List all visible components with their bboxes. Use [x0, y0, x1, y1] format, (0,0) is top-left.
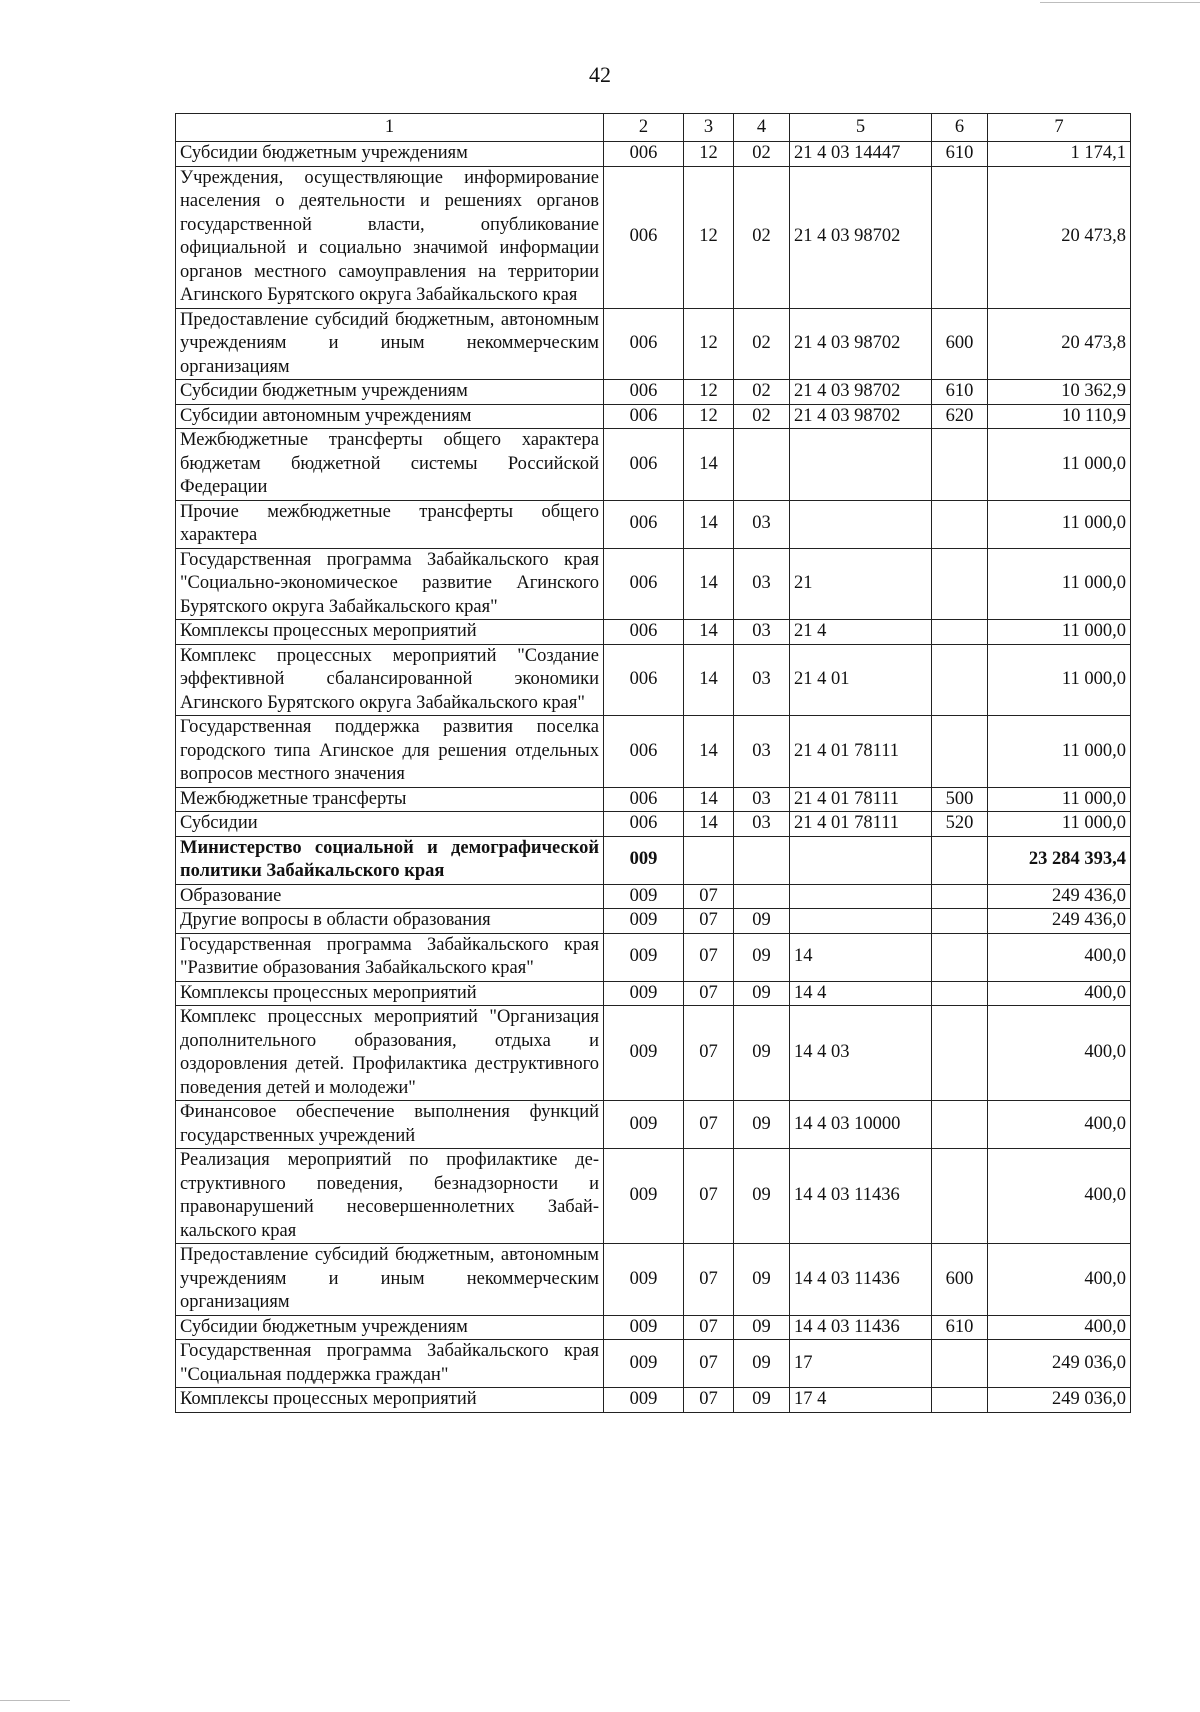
- section-cell: 07: [684, 1149, 734, 1244]
- target-article-cell: 21 4 03 98702: [790, 308, 932, 380]
- target-article-cell: 21 4 03 98702: [790, 404, 932, 429]
- amount-cell: 400,0: [988, 1149, 1131, 1244]
- section-cell: 12: [684, 404, 734, 429]
- expense-type-cell: [932, 1388, 988, 1413]
- row-name-cell: Финансовое обеспечение выполнения функций государственных учреждений: [176, 1101, 604, 1149]
- row-name-cell: Межбюджетные трансферты общего характера бюджетам бюджетной системы Российской Федерации: [176, 429, 604, 501]
- admin-code-cell: 006: [604, 716, 684, 788]
- expense-type-cell: 600: [932, 1244, 988, 1316]
- subsection-cell: 02: [734, 380, 790, 405]
- subsection-cell: 02: [734, 308, 790, 380]
- amount-cell: 23 284 393,4: [988, 836, 1131, 884]
- expense-type-cell: [932, 500, 988, 548]
- table-row: [176, 404, 1131, 429]
- expense-type-cell: [932, 884, 988, 909]
- table-row: [176, 429, 1131, 501]
- row-name-cell: Комплексы процессных мероприятий: [176, 1388, 604, 1413]
- header-col-1: 1: [176, 114, 604, 142]
- table-row: [176, 1388, 1131, 1413]
- target-article-cell: 17 4: [790, 1388, 932, 1413]
- table-row: [176, 142, 1131, 167]
- table-row: [176, 933, 1131, 981]
- target-article-cell: [790, 884, 932, 909]
- header-col-4: 4: [734, 114, 790, 142]
- subsection-cell: 03: [734, 548, 790, 620]
- target-article-cell: 21 4 01: [790, 644, 932, 716]
- header-col-6: 6: [932, 114, 988, 142]
- section-cell: 07: [684, 981, 734, 1006]
- expense-type-cell: 600: [932, 308, 988, 380]
- amount-cell: 11 000,0: [988, 548, 1131, 620]
- expense-type-cell: [932, 1006, 988, 1101]
- section-cell: 07: [684, 1006, 734, 1101]
- expense-type-cell: 610: [932, 142, 988, 167]
- expense-type-cell: [932, 620, 988, 645]
- section-cell: [684, 836, 734, 884]
- row-name-cell: Министерство социальной и демографической политики Забайкальского края: [176, 836, 604, 884]
- subsection-cell: 03: [734, 716, 790, 788]
- amount-cell: 11 000,0: [988, 429, 1131, 501]
- amount-cell: 249 436,0: [988, 909, 1131, 934]
- amount-cell: 11 000,0: [988, 716, 1131, 788]
- target-article-cell: 14 4 03 11436: [790, 1244, 932, 1316]
- expense-type-cell: [932, 1149, 988, 1244]
- header-col-3: 3: [684, 114, 734, 142]
- subsection-cell: 09: [734, 1149, 790, 1244]
- scan-artifact-top-right: [1040, 2, 1200, 3]
- admin-code-cell: 009: [604, 836, 684, 884]
- target-article-cell: 21 4: [790, 620, 932, 645]
- target-article-cell: 14 4 03 11436: [790, 1149, 932, 1244]
- amount-cell: 400,0: [988, 1101, 1131, 1149]
- page-number: 42: [589, 62, 611, 87]
- table-row: [176, 981, 1131, 1006]
- expense-type-cell: [932, 429, 988, 501]
- section-cell: 14: [684, 644, 734, 716]
- admin-code-cell: 009: [604, 933, 684, 981]
- subsection-cell: 03: [734, 500, 790, 548]
- row-name-cell: Субсидии бюджетным учреждениям: [176, 142, 604, 167]
- amount-cell: 249 436,0: [988, 884, 1131, 909]
- admin-code-cell: 009: [604, 909, 684, 934]
- subsection-cell: 09: [734, 1006, 790, 1101]
- admin-code-cell: 006: [604, 308, 684, 380]
- subsection-cell: 03: [734, 787, 790, 812]
- target-article-cell: 14: [790, 933, 932, 981]
- target-article-cell: 14 4 03 11436: [790, 1315, 932, 1340]
- admin-code-cell: 009: [604, 1101, 684, 1149]
- row-name-cell: Государственная программа Забайкальского края "Социальная поддержка граждан": [176, 1340, 604, 1388]
- row-name-cell: Субсидии бюджетным учреждениям: [176, 1315, 604, 1340]
- subsection-cell: 09: [734, 1101, 790, 1149]
- row-name-cell: Предоставление субсидий бюджетным, автономным учреждениям и иным некоммерческим организациям: [176, 1244, 604, 1316]
- admin-code-cell: 009: [604, 981, 684, 1006]
- row-name-cell: Учреждения, осуществляющие информирование населения о деятельности и решениях органов государственной власти, опубликование официальной и социально значимой информации органов местного самоуправления на территории Агинского Бурятского округа Забайкальского края: [176, 166, 604, 308]
- row-name-cell: Другие вопросы в области образования: [176, 909, 604, 934]
- row-name-cell: Межбюджетные трансферты: [176, 787, 604, 812]
- table-row: [176, 1006, 1131, 1101]
- table-header-row: [176, 114, 1131, 142]
- table-row: [176, 884, 1131, 909]
- expense-type-cell: [932, 836, 988, 884]
- expense-type-cell: 610: [932, 1315, 988, 1340]
- subsection-cell: 03: [734, 620, 790, 645]
- amount-cell: 11 000,0: [988, 500, 1131, 548]
- section-cell: 07: [684, 933, 734, 981]
- amount-cell: 249 036,0: [988, 1388, 1131, 1413]
- admin-code-cell: 009: [604, 1149, 684, 1244]
- row-name-cell: Реализация мероприятий по профилактике деструктивного поведения, безнадзорности и правонарушений несовершеннолетних Забайкальского края: [176, 1149, 604, 1244]
- header-col-5: 5: [790, 114, 932, 142]
- admin-code-cell: 009: [604, 1388, 684, 1413]
- section-cell: 12: [684, 166, 734, 308]
- table-row: [176, 787, 1131, 812]
- admin-code-cell: 006: [604, 166, 684, 308]
- admin-code-cell: 006: [604, 620, 684, 645]
- subsection-cell: 09: [734, 1340, 790, 1388]
- table-row: [176, 812, 1131, 837]
- target-article-cell: 14 4 03: [790, 1006, 932, 1101]
- row-name-cell: Государственная поддержка развития поселка городского типа Агинское для решения отдельных вопросов местного значения: [176, 716, 604, 788]
- row-name-cell: Комплексы процессных мероприятий: [176, 620, 604, 645]
- row-name-cell: Комплекс процессных мероприятий "Организация дополнительного образования, отдыха и оздоровления детей. Профилактика деструктивного поведения детей и молодежи": [176, 1006, 604, 1101]
- admin-code-cell: 006: [604, 644, 684, 716]
- section-cell: 07: [684, 1315, 734, 1340]
- row-name-cell: Субсидии автономным учреждениям: [176, 404, 604, 429]
- expense-type-cell: [932, 166, 988, 308]
- amount-cell: 10 110,9: [988, 404, 1131, 429]
- table-row: [176, 380, 1131, 405]
- section-cell: 12: [684, 380, 734, 405]
- subsection-cell: [734, 836, 790, 884]
- target-article-cell: 21 4 01 78111: [790, 812, 932, 837]
- expense-type-cell: [932, 981, 988, 1006]
- subsection-cell: 09: [734, 981, 790, 1006]
- expense-type-cell: 620: [932, 404, 988, 429]
- table-row: [176, 1244, 1131, 1316]
- subsection-cell: [734, 429, 790, 501]
- table-row: [176, 1149, 1131, 1244]
- expense-type-cell: 500: [932, 787, 988, 812]
- row-name-cell: Образование: [176, 884, 604, 909]
- section-cell: 07: [684, 909, 734, 934]
- expense-type-cell: 610: [932, 380, 988, 405]
- target-article-cell: 21 4 03 98702: [790, 166, 932, 308]
- section-cell: 14: [684, 812, 734, 837]
- table-row: [176, 909, 1131, 934]
- amount-cell: 1 174,1: [988, 142, 1131, 167]
- table-row: [176, 644, 1131, 716]
- admin-code-cell: 006: [604, 429, 684, 501]
- expense-type-cell: [932, 548, 988, 620]
- admin-code-cell: 006: [604, 380, 684, 405]
- section-cell: 12: [684, 308, 734, 380]
- target-article-cell: [790, 500, 932, 548]
- row-name-cell: Прочие межбюджетные трансферты общего характера: [176, 500, 604, 548]
- target-article-cell: 21: [790, 548, 932, 620]
- section-cell: 07: [684, 1340, 734, 1388]
- admin-code-cell: 006: [604, 548, 684, 620]
- section-cell: 07: [684, 1244, 734, 1316]
- subsection-cell: 09: [734, 909, 790, 934]
- subsection-cell: 09: [734, 1244, 790, 1316]
- admin-code-cell: 009: [604, 1315, 684, 1340]
- row-name-cell: Субсидии: [176, 812, 604, 837]
- amount-cell: 400,0: [988, 981, 1131, 1006]
- amount-cell: 11 000,0: [988, 812, 1131, 837]
- section-cell: 14: [684, 548, 734, 620]
- table-row: [176, 836, 1131, 884]
- table-row: [176, 548, 1131, 620]
- header-col-7: 7: [988, 114, 1131, 142]
- section-cell: 14: [684, 716, 734, 788]
- table-row: [176, 620, 1131, 645]
- subsection-cell: 02: [734, 142, 790, 167]
- target-article-cell: 14 4: [790, 981, 932, 1006]
- target-article-cell: 21 4 01 78111: [790, 787, 932, 812]
- admin-code-cell: 009: [604, 884, 684, 909]
- admin-code-cell: 009: [604, 1244, 684, 1316]
- row-name-cell: Предоставление субсидий бюджетным, автономным учреждениям и иным некоммерческим организациям: [176, 308, 604, 380]
- section-cell: 12: [684, 142, 734, 167]
- amount-cell: 20 473,8: [988, 166, 1131, 308]
- target-article-cell: 21 4 01 78111: [790, 716, 932, 788]
- subsection-cell: 02: [734, 166, 790, 308]
- table-row: [176, 716, 1131, 788]
- subsection-cell: 02: [734, 404, 790, 429]
- section-cell: 14: [684, 429, 734, 501]
- target-article-cell: 21 4 03 98702: [790, 380, 932, 405]
- expense-type-cell: [932, 644, 988, 716]
- budget-table: [175, 113, 1131, 1413]
- row-name-cell: Государственная программа Забайкальского края "Социально-экономическое развитие Агинского Бурятского округа Забайкальского края": [176, 548, 604, 620]
- amount-cell: 11 000,0: [988, 787, 1131, 812]
- subsection-cell: 03: [734, 812, 790, 837]
- target-article-cell: [790, 836, 932, 884]
- row-name-cell: Государственная программа Забайкальского края "Развитие образования Забайкальского края": [176, 933, 604, 981]
- expense-type-cell: 520: [932, 812, 988, 837]
- amount-cell: 10 362,9: [988, 380, 1131, 405]
- admin-code-cell: 006: [604, 142, 684, 167]
- row-name-cell: Комплексы процессных мероприятий: [176, 981, 604, 1006]
- target-article-cell: 14 4 03 10000: [790, 1101, 932, 1149]
- expense-type-cell: [932, 716, 988, 788]
- row-name-cell: Комплекс процессных мероприятий "Создание эффективной сбалансированной экономики Агинского Бурятского округа Забайкальского края": [176, 644, 604, 716]
- subsection-cell: 09: [734, 1315, 790, 1340]
- subsection-cell: 09: [734, 1388, 790, 1413]
- scan-artifact-bottom-left: [0, 1700, 70, 1701]
- subsection-cell: 03: [734, 644, 790, 716]
- section-cell: 07: [684, 1388, 734, 1413]
- section-cell: 14: [684, 620, 734, 645]
- table-row: [176, 166, 1131, 308]
- target-article-cell: [790, 909, 932, 934]
- target-article-cell: 21 4 03 14447: [790, 142, 932, 167]
- admin-code-cell: 006: [604, 812, 684, 837]
- header-col-2: 2: [604, 114, 684, 142]
- subsection-cell: 09: [734, 933, 790, 981]
- table-row: [176, 1340, 1131, 1388]
- amount-cell: 249 036,0: [988, 1340, 1131, 1388]
- amount-cell: 20 473,8: [988, 308, 1131, 380]
- table-row: [176, 1101, 1131, 1149]
- admin-code-cell: 006: [604, 500, 684, 548]
- row-name-cell: Субсидии бюджетным учреждениям: [176, 380, 604, 405]
- section-cell: 14: [684, 787, 734, 812]
- expense-type-cell: [932, 933, 988, 981]
- amount-cell: 400,0: [988, 1006, 1131, 1101]
- table-row: [176, 1315, 1131, 1340]
- amount-cell: 11 000,0: [988, 644, 1131, 716]
- target-article-cell: [790, 429, 932, 501]
- table-row: [176, 500, 1131, 548]
- section-cell: 14: [684, 500, 734, 548]
- subsection-cell: [734, 884, 790, 909]
- amount-cell: 400,0: [988, 1244, 1131, 1316]
- table-row: [176, 308, 1131, 380]
- section-cell: 07: [684, 1101, 734, 1149]
- amount-cell: 11 000,0: [988, 620, 1131, 645]
- admin-code-cell: 006: [604, 787, 684, 812]
- admin-code-cell: 009: [604, 1340, 684, 1388]
- admin-code-cell: 006: [604, 404, 684, 429]
- table-body: [176, 142, 1131, 1413]
- amount-cell: 400,0: [988, 1315, 1131, 1340]
- expense-type-cell: [932, 1340, 988, 1388]
- target-article-cell: 17: [790, 1340, 932, 1388]
- expense-type-cell: [932, 1101, 988, 1149]
- section-cell: 07: [684, 884, 734, 909]
- amount-cell: 400,0: [988, 933, 1131, 981]
- expense-type-cell: [932, 909, 988, 934]
- admin-code-cell: 009: [604, 1006, 684, 1101]
